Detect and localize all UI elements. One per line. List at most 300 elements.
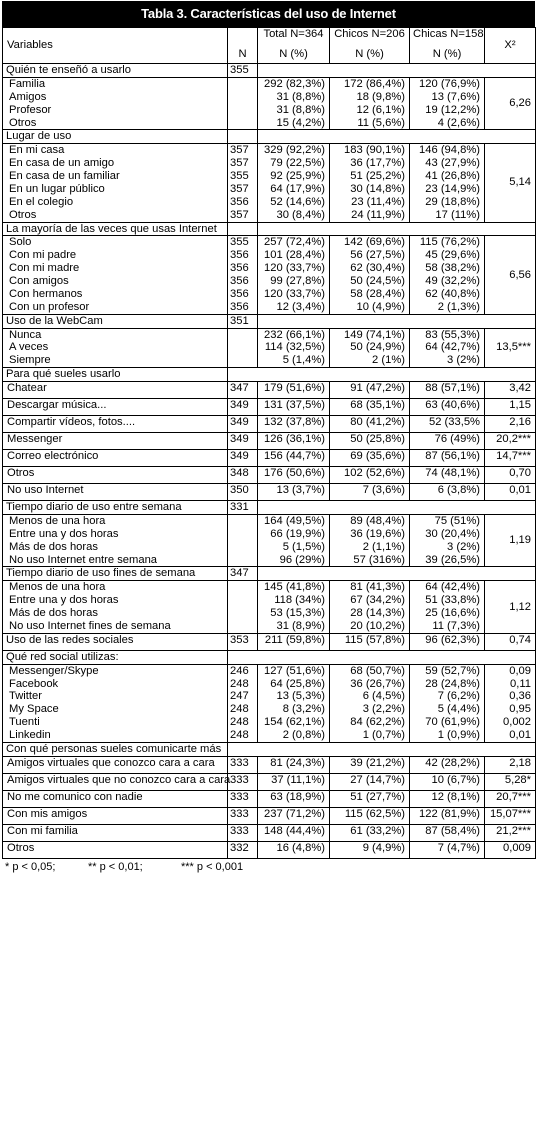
section-label: Qué red social utilizas: [3,650,228,664]
row-chicos: 102 (52,6%) [330,467,410,484]
row-chicas: 28 (24,8%) [410,678,485,691]
table-row [3,594,536,607]
row-chicas: 146 (94,8%) [410,144,485,157]
row-label: Amigos virtuales que conozco cara a cara [3,756,228,773]
header-chi-square: X² [485,28,536,64]
row-chicas: 19 (12,2%) [410,104,485,117]
row-chi-square: 0,70 [485,467,536,484]
row-label: Con hermanos [3,288,228,301]
row-chicas: 39 (26,5%) [410,554,485,567]
table-row [3,729,536,742]
row-chicas: 41 (26,8%) [410,170,485,183]
row-total: 148 (44,4%) [258,824,330,841]
row-total: 31 (8,8%) [258,104,330,117]
row-chicos: 56 (27,5%) [330,249,410,262]
row-chicos: 51 (25,2%) [330,170,410,183]
row-chi-square: 2,18 [485,756,536,773]
row-chicas: 59 (52,7%) [410,664,485,677]
table-row [3,467,536,484]
row-n [228,77,258,90]
row-label: Nunca [3,328,228,341]
row-chicos: 10 (4,9%) [330,301,410,314]
row-chicos: 57 (316%) [330,554,410,567]
row-n: 356 [228,288,258,301]
row-label: Linkedin [3,729,228,742]
row-chi-square: 0,36 [485,690,536,703]
section-n [228,130,258,144]
row-label: Menos de una hora [3,581,228,594]
table-row [3,607,536,620]
section-label: Quién te enseñó a usarlo [3,64,228,78]
row-chicas: 74 (48,1%) [410,467,485,484]
row-chicos: 69 (35,6%) [330,450,410,467]
row-n: 356 [228,275,258,288]
row-chicos: 2 (1%) [330,354,410,367]
row-n [228,541,258,554]
row-total: 127 (51,6%) [258,664,330,677]
row-chi-square: 6,56 [485,236,536,314]
row-label: En casa de un amigo [3,157,228,170]
table-row [3,117,536,130]
row-total: 5 (1,5%) [258,541,330,554]
row-chicos: 51 (27,7%) [330,790,410,807]
row-chicos: 1 (0,7%) [330,729,410,742]
row-chi-square: 6,26 [485,77,536,130]
row-label: Otros [3,467,228,484]
row-total: 52 (14,6%) [258,196,330,209]
row-n: 355 [228,170,258,183]
row-chi-square: 2,16 [485,416,536,433]
row-chicas: 76 (49%) [410,433,485,450]
row-n: 248 [228,678,258,691]
header-chicas: Chicas N=158 [410,28,485,48]
row-chicos: 36 (26,7%) [330,678,410,691]
row-label: Chatear [3,382,228,399]
section-row [3,64,536,78]
table-row [3,328,536,341]
row-chicas: 3 (2%) [410,354,485,367]
row-chicas: 63 (40,6%) [410,399,485,416]
row-n: 347 [228,382,258,399]
row-chicas: 1 (0,9%) [410,729,485,742]
row-total: 30 (8,4%) [258,209,330,222]
row-chi-square: 21,2*** [485,824,536,841]
row-chicos: 36 (17,7%) [330,157,410,170]
section-n: 347 [228,567,258,581]
row-n [228,117,258,130]
row-chi-square: 20,2*** [485,433,536,450]
row-n [228,104,258,117]
section-empty [258,222,536,236]
header-npct-total: N (%) [258,48,330,64]
section-row [3,130,536,144]
section-row [3,742,536,756]
footnote-1: * p < 0,05; [5,860,56,873]
row-total: 292 (82,3%) [258,77,330,90]
row-n [228,554,258,567]
row-total: 13 (5,3%) [258,690,330,703]
row-chicas: 115 (76,2%) [410,236,485,249]
row-chicos: 6 (4,5%) [330,690,410,703]
row-chicas: 29 (18,8%) [410,196,485,209]
row-total: 53 (15,3%) [258,607,330,620]
row-total: 257 (72,4%) [258,236,330,249]
table-row [3,450,536,467]
data-table [2,27,536,859]
row-chicas: 70 (61,9%) [410,716,485,729]
table-row [3,416,536,433]
row-n: 357 [228,183,258,196]
row-chicas: 17 (11%) [410,209,485,222]
header-npct-chicos: N (%) [330,48,410,64]
row-n: 355 [228,236,258,249]
table-row [3,690,536,703]
row-label: Messenger [3,433,228,450]
row-chicas: 10 (6,7%) [410,773,485,790]
row-chicas: 122 (81,9%) [410,807,485,824]
row-label: No uso Internet [3,484,228,501]
table-row [3,633,536,650]
row-n: 356 [228,249,258,262]
row-n [228,91,258,104]
table-row [3,773,536,790]
table-container [2,1,535,873]
row-chi-square: 0,009 [485,841,536,858]
row-label: Twitter [3,690,228,703]
row-total: 64 (25,8%) [258,678,330,691]
row-chicas: 96 (62,3%) [410,633,485,650]
row-chi-square: 0,01 [485,484,536,501]
row-total: 66 (19,9%) [258,528,330,541]
row-chicos: 3 (2,2%) [330,703,410,716]
row-n [228,594,258,607]
section-label: Tiempo diario de uso entre semana [3,501,228,515]
table-row [3,209,536,222]
row-total: 126 (36,1%) [258,433,330,450]
row-n [228,354,258,367]
row-chicos: 61 (33,2%) [330,824,410,841]
row-label: Entre una y dos horas [3,528,228,541]
row-chicas: 87 (56,1%) [410,450,485,467]
row-n: 349 [228,399,258,416]
row-chicas: 5 (4,4%) [410,703,485,716]
row-total: 31 (8,8%) [258,91,330,104]
row-chicas: 4 (2,6%) [410,117,485,130]
section-empty [258,567,536,581]
header-n: N [228,48,258,64]
row-total: 5 (1,4%) [258,354,330,367]
row-chi-square: 0,01 [485,729,536,742]
section-n: 331 [228,501,258,515]
row-label: Messenger/Skype [3,664,228,677]
row-total: 179 (51,6%) [258,382,330,399]
row-chicas: 7 (4,7%) [410,841,485,858]
section-row [3,222,536,236]
row-chi-square: 1,15 [485,399,536,416]
table-row [3,807,536,824]
row-total: 16 (4,8%) [258,841,330,858]
row-chicas: 62 (40,8%) [410,288,485,301]
section-empty [228,742,536,756]
row-n [228,581,258,594]
row-total: 8 (3,2%) [258,703,330,716]
row-label: No uso Internet entre semana [3,554,228,567]
row-label: A veces [3,341,228,354]
row-n [228,328,258,341]
section-label: Uso de la WebCam [3,314,228,328]
table-row [3,716,536,729]
row-total: 237 (71,2%) [258,807,330,824]
row-chicos: 18 (9,8%) [330,91,410,104]
row-label: Siempre [3,354,228,367]
row-label: No uso Internet fines de semana [3,620,228,633]
row-chicos: 50 (24,5%) [330,275,410,288]
row-chi-square: 14,7*** [485,450,536,467]
table-row [3,528,536,541]
row-n: 332 [228,841,258,858]
row-n: 349 [228,433,258,450]
row-chicos: 12 (6,1%) [330,104,410,117]
row-chi-square: 0,95 [485,703,536,716]
section-n: 351 [228,314,258,328]
row-label: Más de dos horas [3,607,228,620]
row-n: 349 [228,416,258,433]
row-chicos: 27 (14,7%) [330,773,410,790]
row-label: Con mis amigos [3,807,228,824]
table-row [3,104,536,117]
row-label: Otros [3,117,228,130]
header-row [3,28,536,48]
row-chi-square: 0,002 [485,716,536,729]
row-n [228,514,258,527]
row-n: 356 [228,196,258,209]
table-row [3,541,536,554]
row-n: 248 [228,716,258,729]
row-chicas: 23 (14,9%) [410,183,485,196]
row-chicos: 149 (74,1%) [330,328,410,341]
row-total: 63 (18,9%) [258,790,330,807]
row-label: Tuenti [3,716,228,729]
table-row [3,554,536,567]
row-chicas: 75 (51%) [410,514,485,527]
row-label: Uso de las redes sociales [3,633,228,650]
row-chicos: 81 (41,3%) [330,581,410,594]
table-row [3,196,536,209]
row-total: 92 (25,9%) [258,170,330,183]
row-chicas: 30 (20,4%) [410,528,485,541]
row-chicos: 24 (11,9%) [330,209,410,222]
row-n: 348 [228,467,258,484]
row-n [228,607,258,620]
table-row [3,664,536,677]
row-n [228,620,258,633]
table-row [3,288,536,301]
section-empty [258,64,536,78]
header-chicos: Chicos N=206 [330,28,410,48]
row-chicos: 67 (34,2%) [330,594,410,607]
table-row [3,144,536,157]
table-row [3,756,536,773]
row-chicos: 28 (14,3%) [330,607,410,620]
row-chi-square: 5,28* [485,773,536,790]
row-label: Solo [3,236,228,249]
row-chicos: 142 (69,6%) [330,236,410,249]
row-chicas: 6 (3,8%) [410,484,485,501]
table-row [3,433,536,450]
row-chicas: 11 (7,3%) [410,620,485,633]
row-chicas: 51 (33,8%) [410,594,485,607]
table-title: Tabla 3. Características del uso de Internet [2,1,535,27]
row-chicos: 91 (47,2%) [330,382,410,399]
header-variables: Variables [3,28,228,64]
table-row [3,581,536,594]
section-empty [258,130,536,144]
table-row [3,157,536,170]
section-n: 355 [228,64,258,78]
table-row [3,678,536,691]
row-label: Con mi familia [3,824,228,841]
table-row [3,354,536,367]
row-n: 333 [228,790,258,807]
row-n: 350 [228,484,258,501]
row-total: 131 (37,5%) [258,399,330,416]
row-total: 154 (62,1%) [258,716,330,729]
row-chicos: 20 (10,2%) [330,620,410,633]
row-label: Otros [3,841,228,858]
row-total: 101 (28,4%) [258,249,330,262]
row-n: 357 [228,209,258,222]
row-n [228,528,258,541]
row-total: 81 (24,3%) [258,756,330,773]
row-label: Más de dos horas [3,541,228,554]
row-chicos: 172 (86,4%) [330,77,410,90]
section-empty [258,501,536,515]
row-chicas: 64 (42,4%) [410,581,485,594]
row-chi-square: 0,74 [485,633,536,650]
row-chicas: 120 (76,9%) [410,77,485,90]
row-n: 248 [228,729,258,742]
row-chicas: 64 (42,7%) [410,341,485,354]
section-row [3,650,536,664]
section-row [3,368,536,382]
row-label: Otros [3,209,228,222]
table-row [3,91,536,104]
row-chicas: 13 (7,6%) [410,91,485,104]
row-label: Familia [3,77,228,90]
row-chicos: 50 (24,9%) [330,341,410,354]
row-label: Con mi padre [3,249,228,262]
row-total: 31 (8,9%) [258,620,330,633]
section-label: Tiempo diario de uso fines de semana [3,567,228,581]
row-chi-square: 0,11 [485,678,536,691]
row-chicos: 30 (14,8%) [330,183,410,196]
section-empty [258,314,536,328]
row-label: Facebook [3,678,228,691]
row-chicas: 25 (16,6%) [410,607,485,620]
row-label: Profesor [3,104,228,117]
row-chicas: 42 (28,2%) [410,756,485,773]
row-total: 118 (34%) [258,594,330,607]
table-row [3,790,536,807]
row-n: 246 [228,664,258,677]
row-label: My Space [3,703,228,716]
row-n: 333 [228,824,258,841]
row-total: 114 (32,5%) [258,341,330,354]
row-n: 356 [228,262,258,275]
row-total: 232 (66,1%) [258,328,330,341]
row-total: 164 (49,5%) [258,514,330,527]
row-total: 329 (92,2%) [258,144,330,157]
row-total: 64 (17,9%) [258,183,330,196]
row-chicas: 49 (32,2%) [410,275,485,288]
row-chicos: 68 (50,7%) [330,664,410,677]
table-row [3,341,536,354]
table-row [3,620,536,633]
row-n: 333 [228,773,258,790]
row-label: Con amigos [3,275,228,288]
section-n [228,222,258,236]
table-row [3,249,536,262]
row-chicos: 62 (30,4%) [330,262,410,275]
row-label: En mi casa [3,144,228,157]
row-chicas: 7 (6,2%) [410,690,485,703]
row-total: 211 (59,8%) [258,633,330,650]
section-empty [228,368,536,382]
row-total: 2 (0,8%) [258,729,330,742]
row-chicas: 58 (38,2%) [410,262,485,275]
row-chi-square: 3,42 [485,382,536,399]
row-chi-square: 0,09 [485,664,536,677]
row-label: En un lugar público [3,183,228,196]
row-label: Compartir vídeos, fotos.... [3,416,228,433]
row-total: 37 (11,1%) [258,773,330,790]
row-chicas: 87 (58,4%) [410,824,485,841]
row-n: 356 [228,301,258,314]
row-chicas: 43 (27,9%) [410,157,485,170]
row-label: En casa de un familiar [3,170,228,183]
row-chicas: 2 (1,3%) [410,301,485,314]
table-row [3,183,536,196]
section-row [3,314,536,328]
section-row [3,501,536,515]
table-row [3,824,536,841]
row-n: 247 [228,690,258,703]
table-row [3,236,536,249]
row-n: 357 [228,144,258,157]
table-row [3,275,536,288]
row-n: 248 [228,703,258,716]
row-chicos: 183 (90,1%) [330,144,410,157]
row-total: 132 (37,8%) [258,416,330,433]
row-chicos: 23 (11,4%) [330,196,410,209]
row-chicos: 68 (35,1%) [330,399,410,416]
row-n: 357 [228,157,258,170]
section-row [3,567,536,581]
footnote-2: ** p < 0,01; [88,860,143,873]
row-chicos: 115 (57,8%) [330,633,410,650]
section-empty [228,650,536,664]
row-total: 15 (4,2%) [258,117,330,130]
row-chicos: 80 (41,2%) [330,416,410,433]
table-row [3,703,536,716]
row-label: Amigos [3,91,228,104]
table-row [3,170,536,183]
footnote [2,861,535,873]
row-total: 79 (22,5%) [258,157,330,170]
row-chicas: 83 (55,3%) [410,328,485,341]
row-chi-square: 5,14 [485,144,536,222]
row-label: En el colegio [3,196,228,209]
